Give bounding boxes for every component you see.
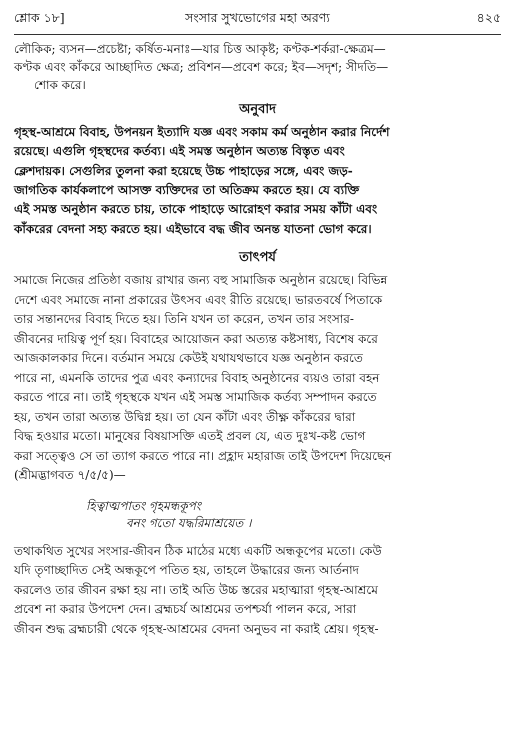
- purport-line: জীবনের দায়িত্ব পূর্ণ হয়। বিবাহের আয়োজন করা অত্যন্ত কষ্টসাধ্য, বিশেষ করে: [14, 331, 378, 346]
- purport-line: করা সত্ত্বেও সে তা ত্যাগ করতে পারে না। প্রহ্লাদ মহারাজ তাই উপদেশ দিয়েছেন: [14, 448, 392, 463]
- purport-line: প্রবেশ না করার উপদেশ দেন। ব্রহ্মচর্য আশ্রমের তপশ্চর্যা পালন করে, সারা: [14, 602, 357, 617]
- synonyms-line: কণ্টক এবং কাঁকরে আচ্ছাদিত ক্ষেত্র; প্রবিশন—প্রবেশ করে; ইব—সদৃশ; সীদতি—: [14, 60, 389, 75]
- translation-heading: অনুবাদ: [239, 101, 276, 117]
- chapter-title: সংসার সুখভোগের মহা অরণ্য: [185, 10, 330, 25]
- purport-line: তার সন্তানদের বিবাহ দিতে হয়। তিনি যখন তা করেন, তখন তার সংসার-: [14, 312, 354, 327]
- purport-line: বিদ্ধ হওয়ার মতো। মানুষের বিষয়াসক্তি এতই প্রবল যে, এত দুঃখ-কষ্ট ভোগ: [14, 429, 366, 444]
- purport-line: দেশে এবং সমাজে নানা প্রকারের উৎসব এবং রীতি রয়েছে। ভারতবর্ষে পিতাকে: [14, 292, 383, 307]
- citation-line: (শ্রীমদ্ভাগবত ৭/৫/৫)—: [14, 468, 126, 483]
- purport-text: [14, 271, 501, 486]
- purport-line: জীবন শুদ্ধ ব্রহ্মচারী থেকে গৃহস্থ-আশ্রমের বেদনা অনুভব না করাই শ্রেয়। গৃহস্থ-: [14, 621, 379, 636]
- verse-line: হিত্বাত্মপাতং গৃহমন্ধকূপং: [86, 498, 201, 513]
- purport-line: যদি তৃণাচ্ছাদিত সেই অন্ধকূপে পতিত হয়, তাহলে উদ্ধারের জন্য আর্তনাদ: [14, 563, 359, 578]
- synonyms-line: লৌকিক; ব্যসন—প্রচেষ্টা; কর্ষিত-মনাঃ—যার চিত্ত আকৃষ্ট; কণ্টক-শর্করা-ক্ষেত্রম—: [14, 42, 386, 56]
- synonyms-line: শোক করে।: [34, 78, 86, 93]
- purport-heading: তাৎপর্য: [239, 250, 276, 266]
- synonyms-block: [14, 40, 501, 95]
- verse-reference: শ্লোক ১৮]: [14, 10, 65, 25]
- purport-line: সমাজে নিজের প্রতিষ্ঠা বজায় রাখার জন্য বহু সামাজিক অনুষ্ঠান রয়েছে। বিভিন্ন: [14, 273, 388, 288]
- purport-line: পারে না, এমনকি তাদের পুত্র এবং কন্যাদের বিবাহ অনুষ্ঠানের ব্যয়ও তারা বহন: [14, 370, 380, 385]
- translation-line: গৃহস্থ-আশ্রমে বিবাহ, উপনয়ন ইত্যাদি যজ্ঞ এবং সকাম কর্ম অনুষ্ঠান করার নির্দেশ: [14, 124, 390, 139]
- page-header: [14, 10, 501, 34]
- purport-line: হয়, তখন তারা অত্যন্ত উদ্বিগ্ন হয়। তা যেন কাঁটা এবং তীক্ষ্ণ কাঁকরের দ্বারা: [14, 409, 356, 424]
- purport-line: আজকালকার দিনে। বর্তমান সময়ে কেউই যথাযথভাবে যজ্ঞ অনুষ্ঠান করতে: [14, 351, 363, 366]
- page-body: [14, 40, 501, 639]
- purport-line: করলেও তার জীবন রক্ষা হয় না। তাই অতি উচ্চ স্তরের মহাত্মারা গৃহস্থ-আশ্রমে: [14, 582, 378, 597]
- purport-line: করতে পারে না। তাই গৃহস্থকে যখন এই সমস্ত সামাজিক কর্তব্য সম্পাদন করতে: [14, 390, 377, 405]
- purport-continuation: [14, 542, 501, 640]
- page-number: ৪২৫: [476, 10, 501, 25]
- translation-text: [14, 123, 501, 239]
- translation-line: কাঁকরের বেদনা সহ্য করতে হয়। এইভাবে বদ্ধ জীব অনন্ত যাতনা ভোগ করে।: [14, 221, 372, 236]
- translation-line: জাগতিক কার্যকলাপে আসক্ত ব্যক্তিদের তা অতিক্রম করতে হয়। যে ব্যক্তি: [14, 183, 360, 198]
- translation-line: রয়েছে। এগুলি গৃহস্থদের কর্তব্য। এই সমস্ত অনুষ্ঠান অত্যন্ত বিস্তৃত এবং: [14, 144, 345, 159]
- quoted-verse: [14, 498, 501, 532]
- purport-line: তথাকথিত সুখের সংসার-জীবন ঠিক মাঠের মধ্যে একটি অন্ধকূপের মতো। কেউ: [14, 543, 382, 558]
- translation-line: ক্লেশদায়ক। সেগুলির তুলনা করা হয়েছে উচ্চ পাহাড়ের সঙ্গে, এবং জড়-: [14, 163, 353, 178]
- translation-line: এই সমস্ত অনুষ্ঠান করতে চায়, তাকে পাহাড়ে আরোহণ করার সময় কাঁটা এবং: [14, 202, 378, 217]
- header-rule: [14, 34, 501, 35]
- verse-line: বনং গতো যদ্ধরিমাশ্রয়েত ।: [126, 515, 252, 530]
